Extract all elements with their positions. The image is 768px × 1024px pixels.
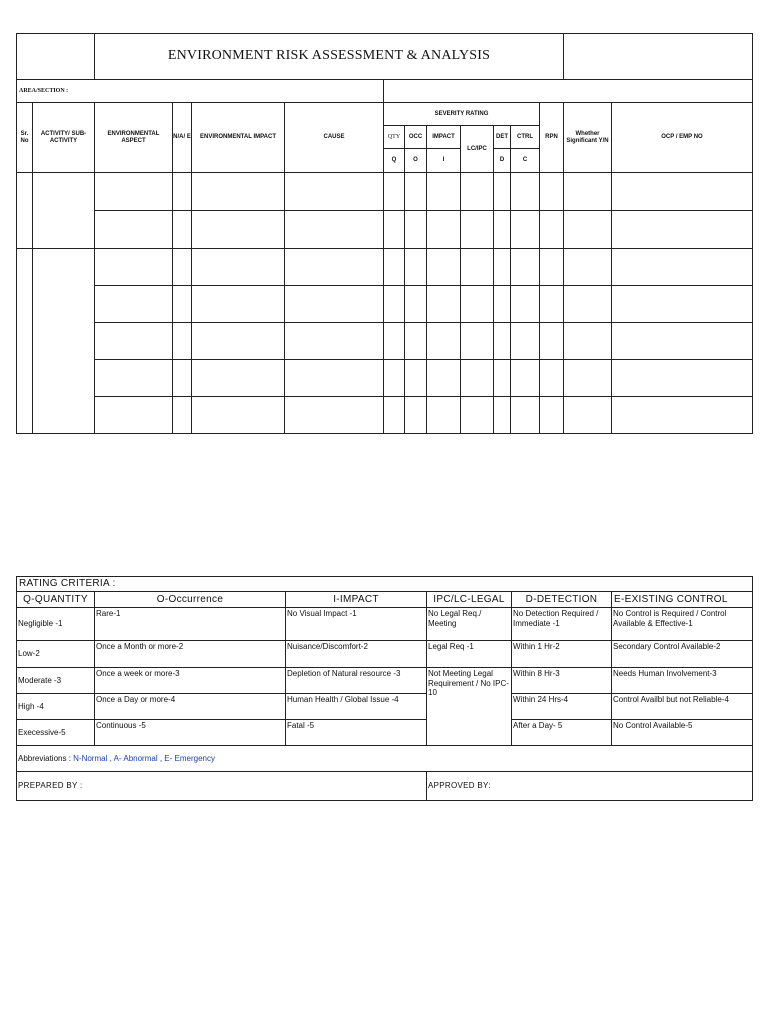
header-lcipc: LC/IPC bbox=[461, 126, 494, 173]
occurrence-cell: Rare-1 bbox=[95, 608, 286, 641]
occurrence-cell: Once a Day or more-4 bbox=[95, 694, 286, 720]
legal-cell: Not Meeting Legal Requirement / No IPC-10 bbox=[427, 668, 512, 746]
header-c: C bbox=[511, 149, 540, 173]
quantity-cell: Moderate -3 bbox=[17, 668, 95, 694]
prepared-by[interactable]: PREPARED BY : bbox=[17, 772, 427, 801]
table-row bbox=[17, 211, 753, 249]
cell[interactable] bbox=[405, 397, 427, 434]
cell[interactable] bbox=[461, 173, 494, 211]
quantity-cell: Low-2 bbox=[17, 641, 95, 668]
cell[interactable] bbox=[511, 286, 540, 323]
cell[interactable] bbox=[173, 249, 192, 286]
cell[interactable] bbox=[33, 249, 95, 434]
cell[interactable] bbox=[384, 323, 405, 360]
cell[interactable] bbox=[564, 360, 612, 397]
cell[interactable] bbox=[405, 360, 427, 397]
legal-cell: No Legal Req./ Meeting bbox=[427, 608, 512, 641]
cell[interactable] bbox=[612, 323, 753, 360]
cell[interactable] bbox=[511, 323, 540, 360]
cell[interactable] bbox=[95, 397, 173, 434]
cell[interactable] bbox=[192, 397, 285, 434]
cell[interactable] bbox=[17, 173, 33, 249]
cell[interactable] bbox=[192, 360, 285, 397]
abbreviations bbox=[17, 746, 753, 772]
header-significant: Whether Significant Y/N bbox=[564, 103, 612, 173]
detection-cell: Within 1 Hr-2 bbox=[512, 641, 612, 668]
legal-cell: Legal Req -1 bbox=[427, 641, 512, 668]
cell[interactable] bbox=[612, 211, 753, 249]
cell[interactable] bbox=[405, 211, 427, 249]
cell[interactable] bbox=[494, 249, 511, 286]
cell[interactable] bbox=[173, 211, 192, 249]
header-sr-no: Sr. No bbox=[17, 103, 33, 173]
impact-cell: Nuisance/Discomfort-2 bbox=[286, 641, 427, 668]
detection-cell: Within 24 Hrs-4 bbox=[512, 694, 612, 720]
cell[interactable] bbox=[192, 286, 285, 323]
cell[interactable] bbox=[173, 173, 192, 211]
cell[interactable] bbox=[564, 397, 612, 434]
cell[interactable] bbox=[173, 360, 192, 397]
cell[interactable] bbox=[427, 397, 461, 434]
cell[interactable] bbox=[540, 323, 564, 360]
cell[interactable] bbox=[494, 211, 511, 249]
cell[interactable] bbox=[192, 211, 285, 249]
quantity-cell: Execessive-5 bbox=[17, 720, 95, 746]
cell[interactable] bbox=[612, 286, 753, 323]
cell[interactable] bbox=[173, 286, 192, 323]
column-header-occurrence: O-Occurrence bbox=[95, 592, 286, 608]
cell[interactable] bbox=[95, 286, 173, 323]
cell[interactable] bbox=[427, 286, 461, 323]
cell[interactable] bbox=[405, 286, 427, 323]
cell[interactable] bbox=[173, 397, 192, 434]
cell[interactable] bbox=[461, 360, 494, 397]
header-d: D bbox=[494, 149, 511, 173]
cell[interactable] bbox=[384, 397, 405, 434]
control-cell: Control Availbl but not Reliable-4 bbox=[612, 694, 753, 720]
cell[interactable] bbox=[461, 286, 494, 323]
header-nae: N/A/ E bbox=[173, 103, 192, 173]
header-activity: ACTIVITY/ SUB-ACTIVITY bbox=[33, 103, 95, 173]
cell[interactable] bbox=[540, 286, 564, 323]
cell[interactable] bbox=[384, 249, 405, 286]
detection-cell: Within 8 Hr-3 bbox=[512, 668, 612, 694]
header-ctrl: CTRL bbox=[511, 126, 540, 149]
cell[interactable] bbox=[612, 397, 753, 434]
table-row bbox=[17, 323, 753, 360]
cell[interactable] bbox=[427, 173, 461, 211]
cell[interactable] bbox=[461, 323, 494, 360]
cell[interactable] bbox=[95, 249, 173, 286]
quantity-cell: High -4 bbox=[17, 694, 95, 720]
cell[interactable] bbox=[384, 286, 405, 323]
occurrence-cell: Continuous -5 bbox=[95, 720, 286, 746]
rating-criteria-title: RATING CRITERIA : bbox=[17, 577, 753, 592]
cell[interactable] bbox=[17, 249, 33, 434]
cell[interactable] bbox=[540, 211, 564, 249]
criteria-row bbox=[17, 608, 753, 641]
cell[interactable] bbox=[285, 211, 384, 249]
cell[interactable] bbox=[95, 211, 173, 249]
occurrence-cell: Once a Month or more-2 bbox=[95, 641, 286, 668]
header-occ: OCC bbox=[405, 126, 427, 149]
column-header-impact: I-IMPACT bbox=[286, 592, 427, 608]
cell[interactable] bbox=[511, 360, 540, 397]
control-cell: No Control Available-5 bbox=[612, 720, 753, 746]
cell[interactable] bbox=[95, 360, 173, 397]
cell[interactable] bbox=[192, 249, 285, 286]
cell[interactable] bbox=[461, 211, 494, 249]
cell[interactable] bbox=[192, 173, 285, 211]
table-row bbox=[17, 397, 753, 434]
cell[interactable] bbox=[511, 249, 540, 286]
cell[interactable] bbox=[511, 397, 540, 434]
abbreviations-label: Abbreviations : bbox=[18, 753, 74, 763]
cell[interactable] bbox=[564, 323, 612, 360]
control-cell: Secondary Control Available-2 bbox=[612, 641, 753, 668]
detection-cell: No Detection Required / Immediate -1 bbox=[512, 608, 612, 641]
area-section-value[interactable] bbox=[384, 80, 753, 103]
cell[interactable] bbox=[540, 249, 564, 286]
control-cell: No Control is Required / Control Available & Effective-1 bbox=[612, 608, 753, 641]
document-title: ENVIRONMENT RISK ASSESSMENT & ANALYSIS bbox=[95, 34, 564, 80]
rating-criteria-table bbox=[16, 576, 753, 801]
impact-cell: Fatal -5 bbox=[286, 720, 427, 746]
header-impact: ENVIRONMENTAL IMPACT bbox=[192, 103, 285, 173]
area-section-label: AREA/SECTION : bbox=[17, 80, 384, 103]
header-cause: CAUSE bbox=[285, 103, 384, 173]
cell[interactable] bbox=[285, 249, 384, 286]
cell[interactable] bbox=[427, 360, 461, 397]
criteria-row bbox=[17, 720, 753, 746]
logo-cell bbox=[17, 34, 95, 80]
cell[interactable] bbox=[173, 323, 192, 360]
cell[interactable] bbox=[612, 173, 753, 211]
cell[interactable] bbox=[494, 397, 511, 434]
approved-by[interactable]: APPROVED BY: bbox=[427, 772, 753, 801]
cell[interactable] bbox=[461, 249, 494, 286]
cell[interactable] bbox=[95, 323, 173, 360]
cell[interactable] bbox=[494, 323, 511, 360]
impact-cell: No Visual Impact -1 bbox=[286, 608, 427, 641]
cell[interactable] bbox=[33, 173, 95, 249]
cell[interactable] bbox=[285, 323, 384, 360]
cell[interactable] bbox=[384, 211, 405, 249]
occurrence-cell: Once a week or more-3 bbox=[95, 668, 286, 694]
abbreviations-value: N-Normal , A- Abnormal , E- Emergency bbox=[73, 753, 215, 763]
header-rpn: RPN bbox=[540, 103, 564, 173]
cell[interactable] bbox=[285, 173, 384, 211]
title-right-cell bbox=[564, 34, 753, 80]
cell[interactable] bbox=[384, 360, 405, 397]
cell[interactable] bbox=[540, 173, 564, 211]
cell[interactable] bbox=[564, 286, 612, 323]
quantity-cell: Negligible -1 bbox=[17, 608, 95, 641]
cell[interactable] bbox=[427, 211, 461, 249]
cell[interactable] bbox=[494, 286, 511, 323]
cell[interactable] bbox=[564, 211, 612, 249]
cell[interactable] bbox=[285, 397, 384, 434]
header-aspect: ENVIRONMENTAL ASPECT bbox=[95, 103, 173, 173]
cell[interactable] bbox=[494, 173, 511, 211]
column-header-control: E-EXISTING CONTROL bbox=[612, 592, 753, 608]
cell[interactable] bbox=[461, 397, 494, 434]
cell[interactable] bbox=[405, 249, 427, 286]
cell[interactable] bbox=[540, 360, 564, 397]
criteria-row bbox=[17, 641, 753, 668]
cell[interactable] bbox=[612, 360, 753, 397]
cell[interactable] bbox=[511, 173, 540, 211]
cell[interactable] bbox=[192, 323, 285, 360]
table-row bbox=[17, 249, 753, 286]
column-header-quantity: Q-QUANTITY bbox=[17, 592, 95, 608]
header-q: Q bbox=[384, 149, 405, 173]
cell[interactable] bbox=[540, 397, 564, 434]
header-o: O bbox=[405, 149, 427, 173]
impact-cell: Depletion of Natural resource -3 bbox=[286, 668, 427, 694]
assessment-table bbox=[16, 33, 753, 434]
criteria-row bbox=[17, 668, 753, 694]
control-cell: Needs Human Involvement-3 bbox=[612, 668, 753, 694]
cell[interactable] bbox=[511, 211, 540, 249]
impact-cell: Human Health / Global Issue -4 bbox=[286, 694, 427, 720]
cell[interactable] bbox=[612, 249, 753, 286]
header-severity-rating: SEVERITY RATING bbox=[384, 103, 540, 126]
detection-cell: After a Day- 5 bbox=[512, 720, 612, 746]
cell[interactable] bbox=[564, 249, 612, 286]
table-row bbox=[17, 360, 753, 397]
table-row bbox=[17, 173, 753, 211]
cell[interactable] bbox=[384, 173, 405, 211]
cell[interactable] bbox=[285, 360, 384, 397]
header-i: I bbox=[427, 149, 461, 173]
cell[interactable] bbox=[494, 360, 511, 397]
header-det: DET bbox=[494, 126, 511, 149]
header-qty: QTY bbox=[384, 126, 405, 149]
cell[interactable] bbox=[405, 323, 427, 360]
header-ocp: OCP / EMP NO bbox=[612, 103, 753, 173]
table-row bbox=[17, 286, 753, 323]
cell[interactable] bbox=[95, 173, 173, 211]
column-header-legal: IPC/LC-LEGAL bbox=[427, 592, 512, 608]
cell[interactable] bbox=[285, 286, 384, 323]
column-header-detection: D-DETECTION bbox=[512, 592, 612, 608]
cell[interactable] bbox=[564, 173, 612, 211]
cell[interactable] bbox=[405, 173, 427, 211]
cell[interactable] bbox=[427, 323, 461, 360]
criteria-row bbox=[17, 694, 753, 720]
cell[interactable] bbox=[427, 249, 461, 286]
header-imp: IMPACT bbox=[427, 126, 461, 149]
